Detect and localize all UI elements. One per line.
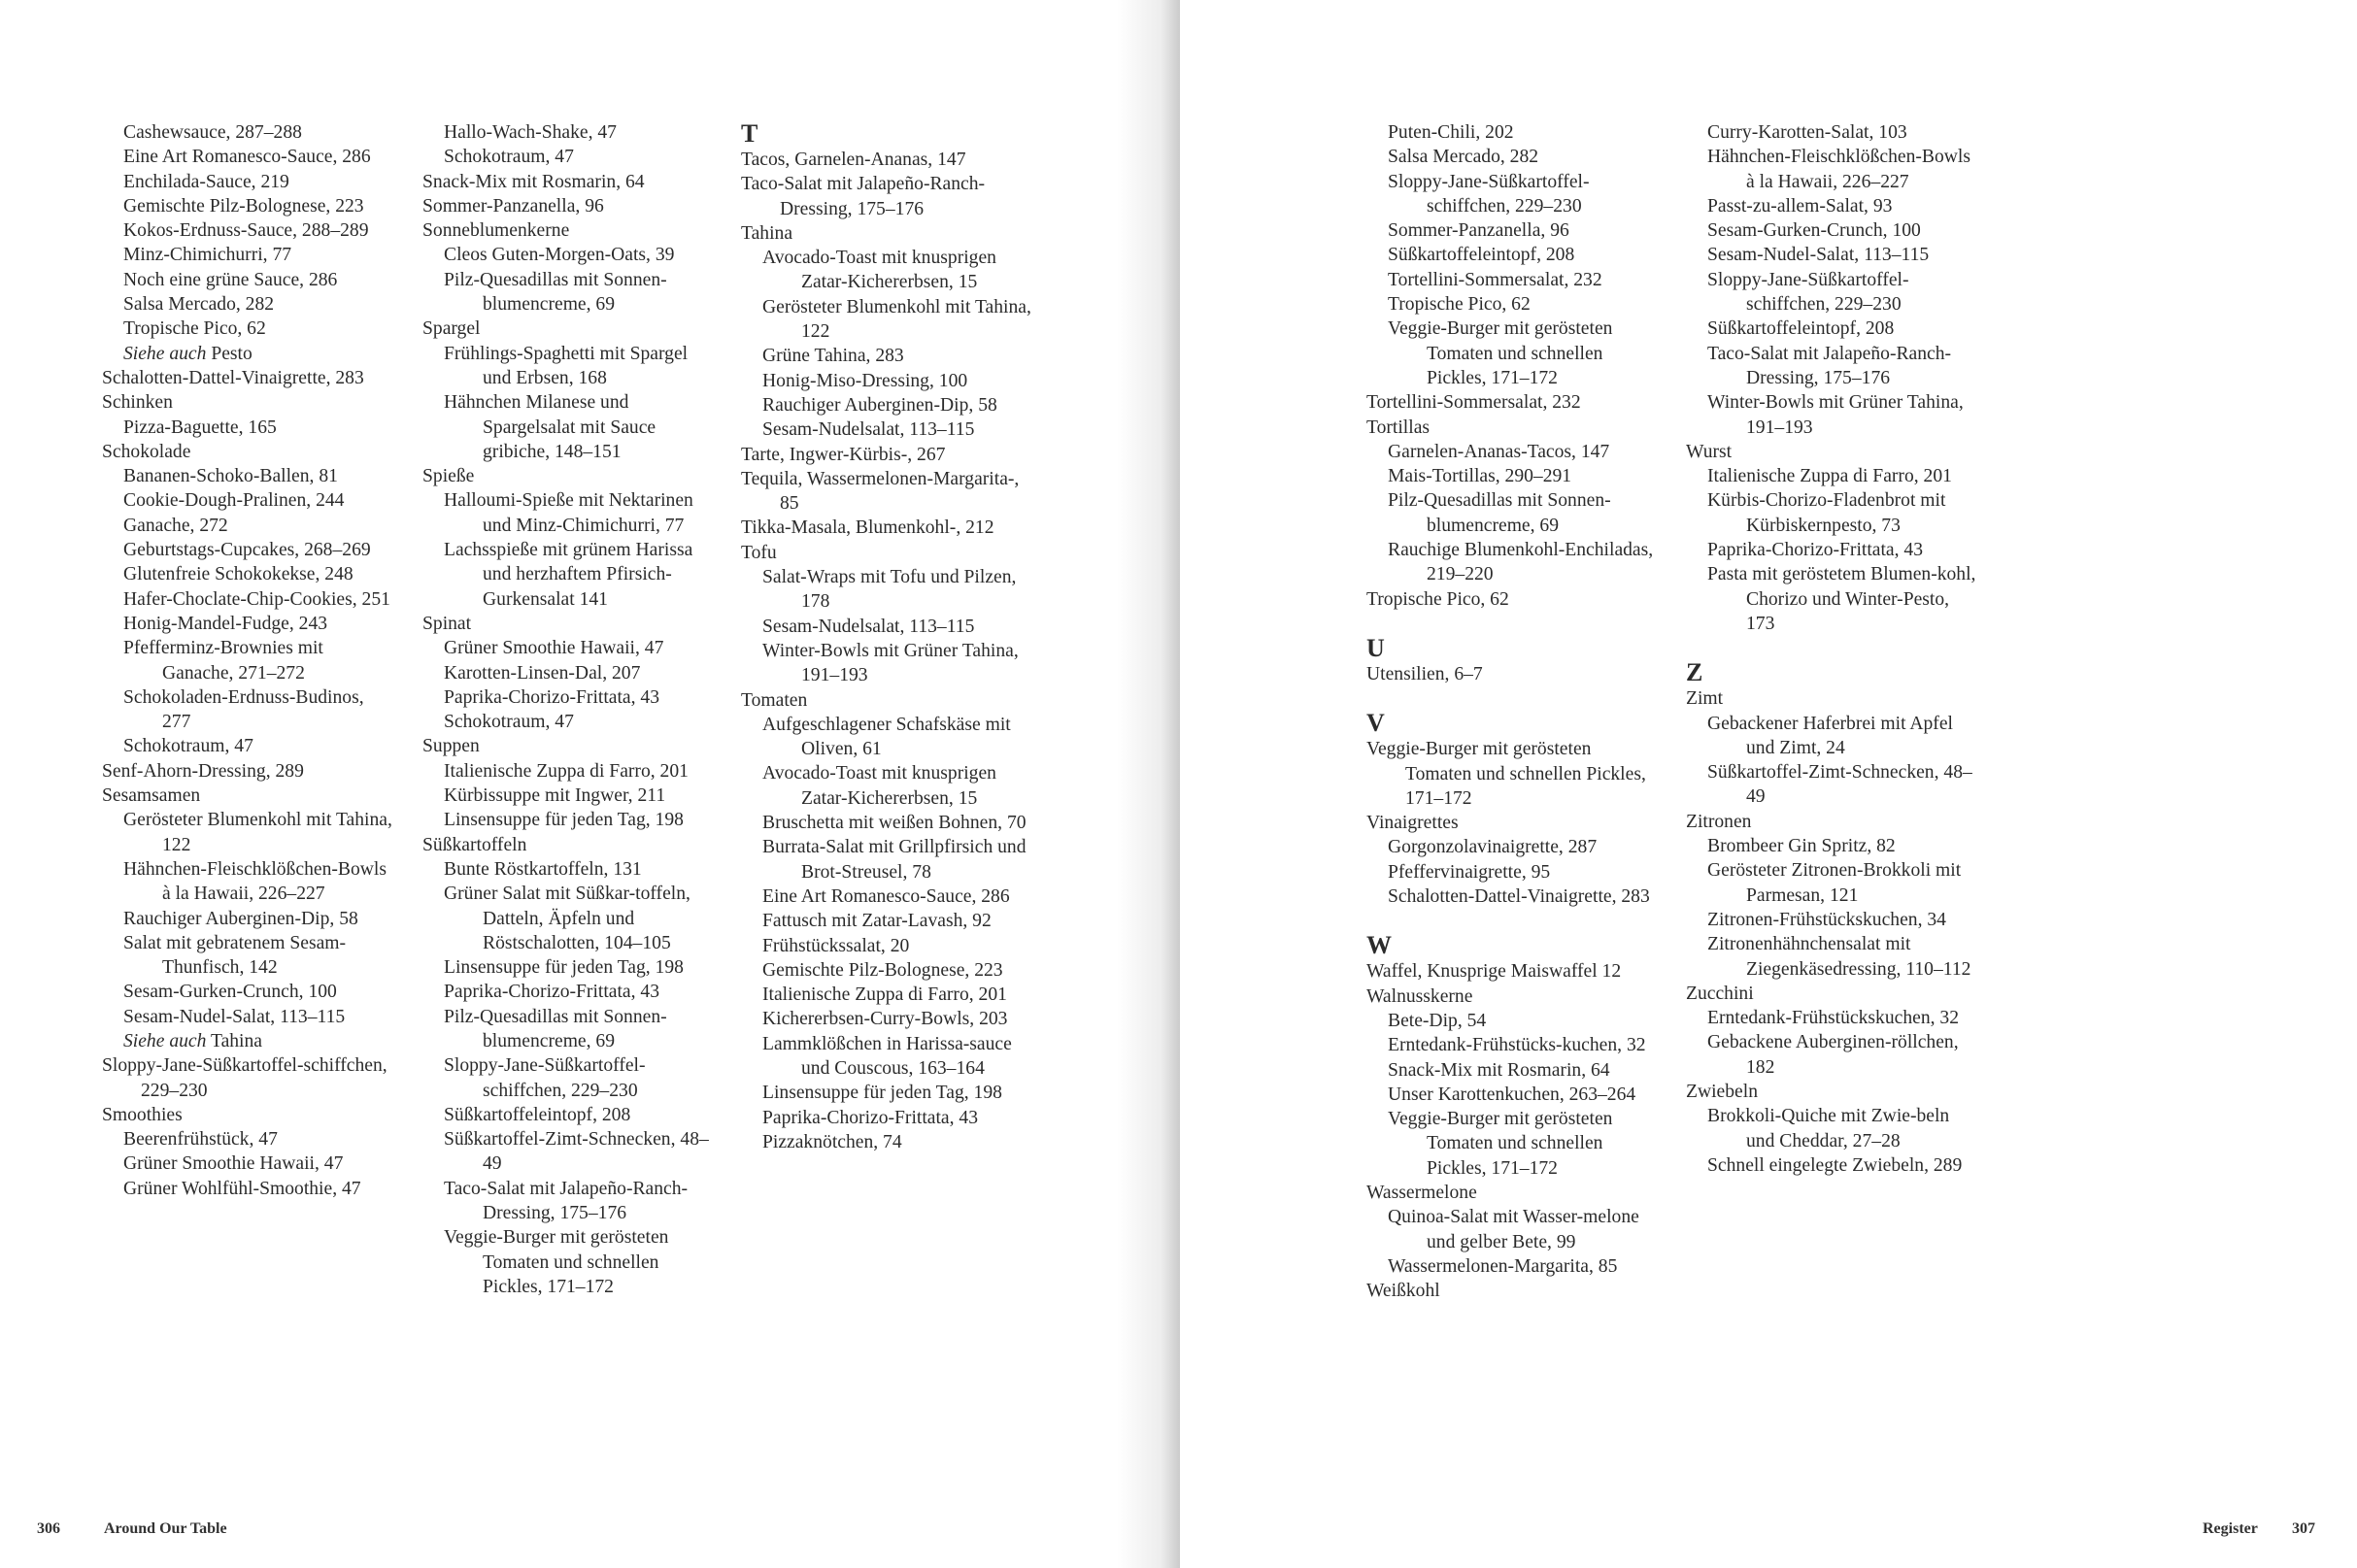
see-also-target: Pesto bbox=[211, 343, 253, 364]
index-subentry: Sesam-Gurken-Crunch, 100 bbox=[1707, 220, 1921, 242]
index-entry: Senf-Ahorn-Dressing, 289 bbox=[102, 760, 304, 782]
index-subentry: Enchilada-Sauce, 219 bbox=[123, 171, 289, 192]
index-subentry: Bete-Dip, 54 bbox=[1388, 1010, 1487, 1031]
index-subentry: Italienische Zuppa di Farro, 201 bbox=[1707, 466, 1952, 487]
index-subentry: Minz-Chimichurri, 77 bbox=[123, 245, 292, 266]
index-subentry: Gebackener Haferbrei mit Apfel und Zimt, 24 bbox=[1707, 713, 1953, 758]
index-subentry: Cookie-Dough-Pralinen, 244 bbox=[123, 490, 345, 512]
index-subentry: Grüner Smoothie Hawaii, 47 bbox=[444, 638, 664, 659]
index-subentry: Hallo-Wach-Shake, 47 bbox=[444, 122, 617, 143]
index-subentry: Sesam-Gurken-Crunch, 100 bbox=[123, 982, 337, 1003]
index-subentry: Bananen-Schoko-Ballen, 81 bbox=[123, 466, 338, 487]
index-subentry: Gebackene Auberginen-röllchen, 182 bbox=[1707, 1032, 1959, 1078]
index-entry: Smoothies bbox=[102, 1104, 183, 1125]
index-subentry: Italienische Zuppa di Farro, 201 bbox=[444, 760, 689, 782]
index-subentry: Pasta mit geröstetem Blumen-kohl, Chorizo und Winter-Pesto, 173 bbox=[1707, 564, 1976, 634]
index-entry: Spieße bbox=[422, 466, 475, 487]
index-subentry: Eine Art Romanesco-Sauce, 286 bbox=[123, 147, 371, 168]
index-subentry: Rauchiger Auberginen-Dip, 58 bbox=[123, 908, 358, 929]
index-entry: Süßkartoffeln bbox=[422, 834, 527, 855]
index-subentry: Mais-Tortillas, 290–291 bbox=[1388, 466, 1572, 487]
see-also-target: Tahina bbox=[210, 1030, 262, 1051]
running-head-book-title: Around Our Table bbox=[104, 1520, 227, 1537]
index-subentry: Schokotraum, 47 bbox=[444, 712, 574, 733]
index-entry: Weißkohl bbox=[1366, 1281, 1440, 1302]
index-entry: Sloppy-Jane-Süßkartoffel-schiffchen, 229–230 bbox=[102, 1055, 387, 1101]
index-subentry: Gemischte Pilz-Bolognese, 223 bbox=[762, 959, 1003, 981]
index-subentry: Brombeer Gin Spritz, 82 bbox=[1707, 836, 1896, 857]
index-subentry: Halloumi-Spieße mit Nektarinen und Minz-Chimichurri, 77 bbox=[444, 490, 693, 536]
index-subentry: Süßkartoffeleintopf, 208 bbox=[1707, 318, 1895, 340]
index-subentry: Avocado-Toast mit knusprigen Zatar-Kichererbsen, 15 bbox=[762, 248, 996, 293]
index-subentry: Winter-Bowls mit Grüner Tahina, 191–193 bbox=[1707, 392, 1964, 438]
index-letter-heading: U bbox=[1366, 633, 1385, 662]
index-subentry: Quinoa-Salat mit Wasser-melone und gelber Bete, 99 bbox=[1388, 1207, 1639, 1252]
index-column-5 bbox=[1686, 120, 1977, 1178]
index-column-3 bbox=[741, 120, 1032, 1154]
index-subentry: Grüner Wohlfühl-Smoothie, 47 bbox=[123, 1178, 361, 1199]
index-subentry: Beerenfrühstück, 47 bbox=[123, 1129, 278, 1151]
index-entry: Suppen bbox=[422, 736, 480, 757]
index-subentry: Burrata-Salat mit Grillpfirsich und Brot-Streusel, 78 bbox=[762, 837, 1027, 883]
index-subentry: Salsa Mercado, 282 bbox=[123, 294, 275, 316]
index-subentry: Zitronenhähnchensalat mit Ziegenkäsedressing, 110–112 bbox=[1707, 934, 1971, 980]
index-subentry: Pilz-Quesadillas mit Sonnen-blumencreme, 69 bbox=[444, 1006, 667, 1051]
index-subentry: Italienische Zuppa di Farro, 201 bbox=[762, 984, 1007, 1006]
index-subentry: Kokos-Erdnuss-Sauce, 288–289 bbox=[123, 220, 369, 242]
index-entry: Tarte, Ingwer-Kürbis-, 267 bbox=[741, 444, 946, 465]
index-entry: Zucchini bbox=[1686, 983, 1754, 1004]
index-entry: Tomaten bbox=[741, 689, 808, 711]
index-subentry: Erntedank-Frühstücks-kuchen, 32 bbox=[1388, 1035, 1646, 1056]
index-subentry: Aufgeschlagener Schafskäse mit Oliven, 61 bbox=[762, 714, 1011, 760]
see-also-label: Siehe auch bbox=[123, 1030, 207, 1051]
index-subentry: Puten-Chili, 202 bbox=[1388, 122, 1514, 143]
index-entry: Tortillas bbox=[1366, 417, 1431, 438]
index-subentry: Sloppy-Jane-Süßkartoffel-schiffchen, 229–230 bbox=[1707, 269, 1909, 316]
index-entry: Tacos, Garnelen-Ananas, 147 bbox=[741, 150, 966, 170]
index-subentry: Hähnchen-Fleischklößchen-Bowls à la Hawaii, 226–227 bbox=[123, 858, 387, 905]
index-entry: Waffel, Knusprige Maiswaffel 12 bbox=[1366, 961, 1622, 983]
index-subentry: Eine Art Romanesco-Sauce, 286 bbox=[762, 885, 1010, 907]
index-subentry: Schnell eingelegte Zwiebeln, 289 bbox=[1707, 1154, 1963, 1176]
index-entry: Wurst bbox=[1686, 441, 1733, 462]
index-subentry: Sommer-Panzanella, 96 bbox=[1388, 220, 1569, 242]
index-subentry: Lachsspieße mit grünem Harissa und herzhaftem Pfirsich-Gurkensalat 141 bbox=[444, 540, 693, 610]
running-head-section: Register bbox=[2203, 1520, 2258, 1537]
index-see-also bbox=[102, 1029, 393, 1053]
page-number-right: 307 bbox=[2292, 1520, 2315, 1537]
index-entry: Tortellini-Sommersalat, 232 bbox=[1366, 392, 1581, 414]
index-subentry: Paprika-Chorizo-Frittata, 43 bbox=[762, 1107, 979, 1128]
index-entry: Taco-Salat mit Jalapeño-Ranch-Dressing, 175–176 bbox=[741, 174, 986, 219]
index-entry: Zimt bbox=[1686, 688, 1724, 710]
index-subentry: Süßkartoffeleintopf, 208 bbox=[444, 1104, 631, 1125]
index-subentry: Schokotraum, 47 bbox=[123, 736, 253, 757]
index-entry: Sommer-Panzanella, 96 bbox=[422, 195, 604, 217]
index-subentry: Glutenfreie Schokokekse, 248 bbox=[123, 564, 354, 585]
index-subentry: Pilz-Quesadillas mit Sonnen-blumencreme, 69 bbox=[444, 269, 667, 316]
index-subentry: Garnelen-Ananas-Tacos, 147 bbox=[1388, 441, 1610, 462]
index-subentry: Hafer-Choclate-Chip-Cookies, 251 bbox=[123, 588, 390, 610]
index-column-1 bbox=[102, 120, 393, 1201]
index-entry: Schokolade bbox=[102, 441, 191, 462]
index-entry: Spinat bbox=[422, 613, 472, 634]
index-subentry: Rauchige Blumenkohl-Enchiladas, 219–220 bbox=[1388, 540, 1654, 585]
index-subentry: Fattusch mit Zatar-Lavash, 92 bbox=[762, 911, 992, 932]
index-subentry: Kürbis-Chorizo-Fladenbrot mit Kürbiskernpesto, 73 bbox=[1707, 490, 1946, 536]
index-subentry: Linsensuppe für jeden Tag, 198 bbox=[762, 1083, 1002, 1104]
index-subentry: Taco-Salat mit Jalapeño-Ranch-Dressing, 175–176 bbox=[1707, 343, 1952, 388]
index-subentry: Wassermelonen-Margarita, 85 bbox=[1388, 1255, 1618, 1277]
index-subentry: Honig-Mandel-Fudge, 243 bbox=[123, 613, 328, 634]
index-subentry: Gorgonzolavinaigrette, 287 bbox=[1388, 837, 1598, 858]
index-subentry: Salat mit gebratenem Sesam-Thunfisch, 142 bbox=[123, 932, 347, 979]
index-subentry: Taco-Salat mit Jalapeño-Ranch-Dressing, 175–176 bbox=[444, 1178, 689, 1224]
index-subentry: Erntedank-Frühstückskuchen, 32 bbox=[1707, 1008, 1960, 1029]
index-subentry: Ganache, 272 bbox=[123, 515, 228, 536]
index-entry: Tikka-Masala, Blumenkohl-, 212 bbox=[741, 517, 994, 539]
index-column-4 bbox=[1366, 120, 1658, 1303]
index-subentry: Gerösteter Zitronen-Brokkoli mit Parmesan, 121 bbox=[1707, 860, 1962, 906]
index-subentry: Süßkartoffeleintopf, 208 bbox=[1388, 245, 1575, 266]
index-subentry: Veggie-Burger mit gerösteten Tomaten und schnellen Pickles, 171–172 bbox=[1388, 1109, 1613, 1179]
index-entry: Tofu bbox=[741, 542, 777, 563]
index-subentry: Gemischte Pilz-Bolognese, 223 bbox=[123, 195, 364, 217]
index-subentry: Salat-Wraps mit Tofu und Pilzen, 178 bbox=[762, 567, 1017, 613]
index-subentry: Schokoladen-Erdnuss-Budinos, 277 bbox=[123, 686, 364, 733]
index-subentry: Honig-Miso-Dressing, 100 bbox=[762, 370, 968, 391]
index-subentry: Unser Karottenkuchen, 263–264 bbox=[1388, 1084, 1636, 1105]
index-subentry: Grüner Salat mit Süßkar-toffeln, Datteln, Äpfeln und Röstschalotten, 104–105 bbox=[444, 884, 690, 953]
index-subentry: Avocado-Toast mit knusprigen Zatar-Kichererbsen, 15 bbox=[762, 763, 996, 809]
index-entry: Zwiebeln bbox=[1686, 1081, 1758, 1102]
index-subentry: Noch eine grüne Sauce, 286 bbox=[123, 269, 338, 290]
index-letter-heading: W bbox=[1366, 931, 1392, 960]
index-subentry: Paprika-Chorizo-Frittata, 43 bbox=[444, 982, 660, 1003]
index-letter-heading: V bbox=[1366, 709, 1385, 738]
index-entry: Walnusskerne bbox=[1366, 985, 1473, 1007]
index-entry: Tropische Pico, 62 bbox=[1366, 588, 1509, 610]
index-subentry: Pizza-Baguette, 165 bbox=[123, 417, 277, 438]
index-subentry: Pilz-Quesadillas mit Sonnen-blumencreme, 69 bbox=[1388, 490, 1611, 536]
index-subentry: Veggie-Burger mit gerösteten Tomaten und schnellen Pickles, 171–172 bbox=[1388, 318, 1613, 388]
index-subentry: Veggie-Burger mit gerösteten Tomaten und schnellen Pickles, 171–172 bbox=[444, 1227, 669, 1297]
index-subentry: Snack-Mix mit Rosmarin, 64 bbox=[1388, 1059, 1610, 1081]
index-subentry: Paprika-Chorizo-Frittata, 43 bbox=[444, 686, 660, 708]
index-subentry: Brokkoli-Quiche mit Zwie-beln und Cheddar, 27–28 bbox=[1707, 1106, 1950, 1151]
index-entry: Wassermelone bbox=[1366, 1182, 1477, 1203]
index-subentry: Salsa Mercado, 282 bbox=[1388, 147, 1539, 168]
index-subentry: Cleos Guten-Morgen-Oats, 39 bbox=[444, 245, 675, 266]
index-subentry: Lammklößchen in Harissa-sauce und Couscous, 163–164 bbox=[762, 1033, 1012, 1079]
index-entry: Sesamsamen bbox=[102, 785, 201, 807]
index-subentry: Kürbissuppe mit Ingwer, 211 bbox=[444, 785, 666, 807]
gutter-shadow bbox=[1117, 0, 1180, 1568]
index-subentry: Paprika-Chorizo-Frittata, 43 bbox=[1707, 540, 1924, 561]
index-subentry: Bruschetta mit weißen Bohnen, 70 bbox=[762, 813, 1027, 834]
index-subentry: Passt-zu-allem-Salat, 93 bbox=[1707, 195, 1893, 217]
index-entry: Zitronen bbox=[1686, 811, 1752, 832]
index-subentry: Linsensuppe für jeden Tag, 198 bbox=[444, 810, 684, 831]
index-subentry: Rauchiger Auberginen-Dip, 58 bbox=[762, 394, 997, 416]
index-subentry: Zitronen-Frühstückskuchen, 34 bbox=[1707, 909, 1946, 930]
index-entry: Vinaigrettes bbox=[1366, 813, 1459, 834]
index-entry: Tahina bbox=[741, 222, 793, 244]
index-subentry: Hähnchen Milanese und Spargelsalat mit Sauce gribiche, 148–151 bbox=[444, 392, 657, 462]
index-subentry: Geburtstags-Cupcakes, 268–269 bbox=[123, 540, 371, 561]
index-subentry: Pizzaknötchen, 74 bbox=[762, 1131, 902, 1152]
index-subentry: Sesam-Nudel-Salat, 113–115 bbox=[123, 1006, 346, 1027]
index-subentry: Grüne Tahina, 283 bbox=[762, 346, 904, 367]
index-subentry: Cashewsauce, 287–288 bbox=[123, 122, 302, 143]
index-subentry: Gerösteter Blumenkohl mit Tahina, 122 bbox=[762, 296, 1031, 343]
index-subentry: Kichererbsen-Curry-Bowls, 203 bbox=[762, 1009, 1008, 1030]
index-entry: Veggie-Burger mit gerösteten Tomaten und schnellen Pickles, 171–172 bbox=[1366, 739, 1646, 809]
index-entry: Sonneblumenkerne bbox=[422, 220, 570, 242]
index-subentry: Tropische Pico, 62 bbox=[123, 318, 266, 340]
index-subentry: Sesam-Nudelsalat, 113–115 bbox=[762, 616, 975, 637]
index-subentry: Linsensuppe für jeden Tag, 198 bbox=[444, 957, 684, 979]
index-subentry: Pfeffervinaigrette, 95 bbox=[1388, 861, 1551, 883]
index-entry: Spargel bbox=[422, 318, 481, 340]
index-subentry: Curry-Karotten-Salat, 103 bbox=[1707, 122, 1907, 143]
index-subentry: Sloppy-Jane-Süßkartoffel-schiffchen, 229–230 bbox=[444, 1055, 646, 1101]
index-see-also bbox=[102, 342, 393, 366]
index-entry: Snack-Mix mit Rosmarin, 64 bbox=[422, 171, 645, 192]
index-subentry: Bunte Röstkartoffeln, 131 bbox=[444, 858, 642, 880]
index-subentry: Süßkartoffel-Zimt-Schnecken, 48–49 bbox=[1707, 762, 1972, 808]
index-subentry: Frühstückssalat, 20 bbox=[762, 935, 910, 956]
index-letter-heading: Z bbox=[1686, 658, 1703, 687]
index-subentry: Pfefferminz-Brownies mit Ganache, 271–272 bbox=[123, 638, 323, 684]
index-entry: Tequila, Wassermelonen-Margarita-, 85 bbox=[741, 468, 1020, 515]
page-number-left: 306 bbox=[37, 1520, 60, 1537]
index-subentry: Hähnchen-Fleischklößchen-Bowls à la Hawaii, 226–227 bbox=[1707, 147, 1970, 192]
index-letter-heading: T bbox=[741, 119, 758, 148]
index-subentry: Frühlings-Spaghetti mit Spargel und Erbsen, 168 bbox=[444, 343, 689, 388]
index-entry: Schinken bbox=[102, 392, 173, 414]
index-entry: Schalotten-Dattel-Vinaigrette, 283 bbox=[102, 367, 364, 388]
index-subentry: Sloppy-Jane-Süßkartoffel-schiffchen, 229–230 bbox=[1388, 171, 1590, 217]
index-subentry: Gerösteter Blumenkohl mit Tahina, 122 bbox=[123, 810, 392, 855]
index-subentry: Sesam-Nudelsalat, 113–115 bbox=[762, 419, 975, 441]
index-subentry: Karotten-Linsen-Dal, 207 bbox=[444, 662, 641, 684]
see-also-label: Siehe auch bbox=[123, 343, 207, 364]
index-entry: Utensilien, 6–7 bbox=[1366, 663, 1483, 684]
index-subentry: Schokotraum, 47 bbox=[444, 147, 574, 168]
index-subentry: Sesam-Nudel-Salat, 113–115 bbox=[1707, 245, 1930, 266]
index-subentry: Tropische Pico, 62 bbox=[1388, 294, 1531, 316]
index-column-2 bbox=[422, 120, 714, 1299]
index-subentry: Winter-Bowls mit Grüner Tahina, 191–193 bbox=[762, 640, 1019, 686]
index-subentry: Tortellini-Sommersalat, 232 bbox=[1388, 269, 1602, 290]
index-subentry: Grüner Smoothie Hawaii, 47 bbox=[123, 1153, 344, 1175]
index-subentry: Schalotten-Dattel-Vinaigrette, 283 bbox=[1388, 886, 1650, 908]
index-subentry: Süßkartoffel-Zimt-Schnecken, 48–49 bbox=[444, 1129, 709, 1175]
